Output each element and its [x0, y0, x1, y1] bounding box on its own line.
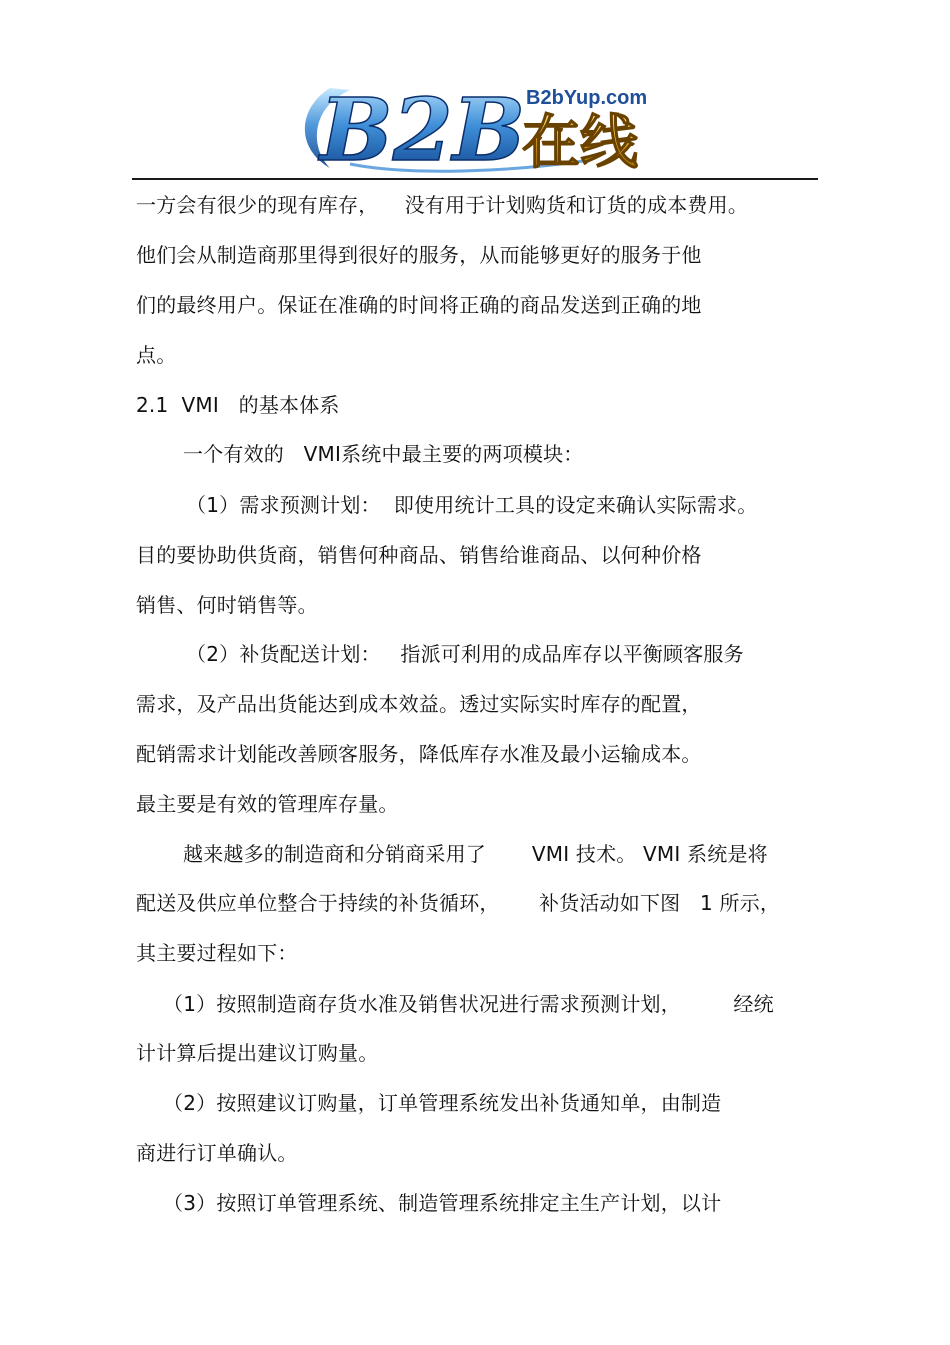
paragraph-line: （2）按照建议订购量，订单管理系统发出补货通知单，由制造: [163, 1091, 722, 1115]
paragraph-line: （1）需求预测计划： 即使用统计工具的设定来确认实际需求。: [186, 493, 758, 517]
paragraph-line: 需求，及产品出货能达到成本效益。透过实际实时库存的配置，: [136, 692, 702, 716]
paragraph-line: 配销需求计划能改善顾客服务，降低库存水准及最小运输成本。: [136, 742, 702, 766]
logo: [290, 68, 660, 176]
paragraph-line: （3）按照订单管理系统、制造管理系统排定主生产计划，以计: [163, 1191, 722, 1215]
paragraph-line: （2）补货配送计划： 指派可利用的成品库存以平衡顾客服务: [186, 642, 744, 666]
paragraph-line: 他们会从制造商那里得到很好的服务，从而能够更好的服务于他: [136, 243, 702, 267]
header-divider: [132, 178, 818, 180]
paragraph-line: 一方会有很少的现有库存， 没有用于计划购货和订货的成本费用。: [136, 193, 749, 217]
paragraph-line: 目的要协助供货商，销售何种商品、销售给谁商品、以何种价格: [136, 543, 702, 567]
section-heading: 2.1 VMI 的基本体系: [136, 393, 340, 417]
paragraph-line: 计计算后提出建议订购量。: [136, 1041, 379, 1065]
logo-chinese-text: 在线: [522, 108, 639, 176]
paragraph-line: （1）按照制造商存货水准及销售状况进行需求预测计划， 经统: [163, 992, 774, 1016]
logo-url-text: B2bYup.com: [526, 87, 648, 109]
paragraph-line: 们的最终用户。保证在准确的时间将正确的商品发送到正确的地: [136, 293, 702, 317]
b2b-logo-graphic: [290, 68, 660, 176]
logo-main-text: B2B: [320, 80, 526, 176]
paragraph-line: 配送及供应单位整合于持续的补货循环， 补货活动如下图 1 所示，: [136, 891, 781, 915]
paragraph-line: 一个有效的 VMI系统中最主要的两项模块：: [183, 442, 584, 466]
paragraph-line: 越来越多的制造商和分销商采用了 VMI 技术。 VMI 系统是将: [183, 842, 768, 866]
paragraph-line: 销售、何时销售等。: [136, 593, 318, 617]
paragraph-line: 点。: [136, 343, 177, 367]
paragraph-line: 最主要是有效的管理库存量。: [136, 792, 399, 816]
paragraph-line: 商进行订单确认。: [136, 1141, 298, 1165]
paragraph-line: 其主要过程如下：: [136, 941, 298, 965]
